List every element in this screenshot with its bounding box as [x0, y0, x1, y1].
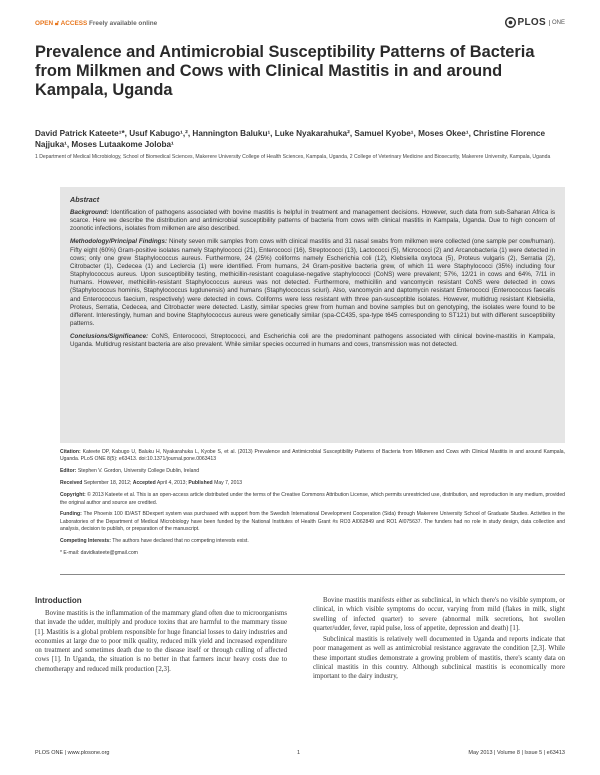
funding-label: Funding:: [60, 511, 82, 518]
conclusions-label: Conclusions/Significance:: [70, 333, 149, 341]
plos-logo-icon: [505, 17, 516, 28]
plos-one-logo: [505, 17, 565, 28]
editor-label: Editor:: [60, 468, 77, 475]
open-access-label: [35, 20, 157, 28]
copyright: [60, 492, 565, 507]
editor: [60, 468, 565, 475]
funding-text: The Phoenix 100 ID/AST BDexpert system was purchased with support from the Swedish International Development Cooperation (Sida) through Makerere University School of Graduate Studies. Activities in the Laboratories of the Department of Medical Microbiology have been funded by the National Institutes of Health Grant #s RO3 AI062849 and RO1 AI075637. The funders had no role in study design, data collection and analysis, decision to publish, or preparation of the manuscript.: [60, 511, 566, 533]
published-label: Published: [188, 480, 213, 487]
editor-text: Stephen V. Gordon, University College Dublin, Ireland: [77, 468, 200, 475]
intro-paragraph: Subclinical mastitis is relatively well documented in Uganda and reports indicate that poor management as well as antimicrobial resistance aggravate the condition [2,3]. While these important studies demonstrate a growing problem of mastitis, there's scanty data on clinical mastitis in this country. Although subclinical mastitis is economically more important to the dairy industry,: [313, 636, 565, 681]
intro-paragraph: Bovine mastitis manifests either as subclinical, in which there's no visible symptom, or clinical, in which visible symptoms do occur, varying from mild (flakes in milk, slight swelling of infected quarter) to severe (abnormal milk secretions, hot swollen quarter/udder, fever, rapid pulse, loss of appetite, depression and death) [1].: [313, 597, 565, 632]
body-column-left: [35, 609, 287, 676]
background-text: Identification of pathogens associated with bovine mastitis is helpful in treatment and management decisions. However, such data from sub-Saharan Africa is scarce. Here we describe the distribution and antimicrobial susceptibility patterns of bacteria from cows with clinical mastitis in Kampala, Uganda. Due to high concern of zoonotic infections, isolates from milkmen are also described.: [70, 209, 555, 233]
abstract-heading: Abstract: [70, 195, 100, 204]
copyright-label: Copyright:: [60, 492, 86, 499]
journal-sub: ONE: [549, 20, 565, 26]
methods-text: Ninety seven milk samples from cows with clinical mastitis and 31 nasal swabs from milkmen were collected (one sample per cow/human). Fifty eight (60%) Gram-positive isolates namely Staphylococci (21), Enterococci (16), Streptococci (13), Lactococci (5), Micrococci (2) and Arcanobacteria (1) were detected in cows; only one grew Staphylococcus aureus. Furthermore, 24 (25%) coliforms namely Escherichia coli (12), Klebsiella oxytoca (5), Proteus vulgaris (2), Serratia (2), Citrobacter (1), Cedecea (1) and Leclercia (1) were identified. From humans, 24 Gram-positive bacteria grew, of which 11 were Staphylococci (35%) including four Staphylococcus aureus. Upon susceptibility testing, methicillin-resistant coagulase-negative staphylococci (CoNS) were prevalent; 57%, 12/21 in cows and 64%, 7/11 in humans. However, methicillin-resistant Staphylococcus aureus was not detected. Furthermore, methicillin and vancomycin resistant CoNS were detected in cows (Staphylococcus hominis, Staphylococcus lugdunensis) and humans (Staphylococcus sciuri). Also, vancomycin and daptomycin resistant Enterococci (Enterococcus faecalis and Enterococcus faecium, respectively) were detected in cows. Coliforms were less resistant with three pan-susceptible isolates. However, multidrug resistant Klebsiella, Proteus, Serratia, Cedecea, and Citrobacter were detected. Lastly, similar species grew from human and bovine samples but on genotyping, the isolates were found to be different. Interestingly, human and bovine Staphylococcus aureus were genetically similar (spa-CC435, spa-type t645 corresponding to ST121) but with different susceptibility patterns.: [70, 238, 555, 328]
citation: [60, 449, 565, 464]
funding: [60, 511, 565, 533]
freely-available-label: Freely available online: [89, 20, 158, 27]
methods-label: Methodology/Principal Findings:: [70, 238, 168, 246]
footer-journal: PLOS ONE | www.plosone.org: [35, 750, 110, 756]
accepted-date: April 4, 2013;: [156, 480, 187, 487]
access-word: ACCESS: [60, 20, 88, 27]
intro-paragraph: Bovine mastitis is the inflammation of the mammary gland often due to microorganisms that invade the udder, multiply and produce toxins that are harmful to the mammary tissue [1]. Mastitis is a global problem responsible for huge financial losses to dairy industries and economies at large due to poor milk quality, reduced milk yield and increased expenditure on treatment and sometimes death due to the disease itself or through culling of affected cows [1]. In Uganda, the situation is no better in that farmers incur heavy costs due to chemotherapy and reduced milk production [2,3].: [35, 610, 287, 673]
article-metadata: [60, 449, 565, 562]
conclusions-text: CoNS, Enterococci, Streptococci, and Escherichia coli are the predominant pathogens associated with clinical bovine-mastitis in Kampala, Uganda. Multidrug resistant bacteria are also prevalent. While similar species occurred in humans and cows, transmission was not detected.: [70, 333, 555, 349]
competing-label: Competing Interests:: [60, 538, 111, 545]
received-date: September 18, 2012;: [83, 480, 132, 487]
competing-text: The authors have declared that no competing interests exist.: [112, 538, 249, 545]
introduction-heading: Introduction: [35, 596, 82, 605]
open-access-word: OPEN: [35, 20, 54, 27]
author-list: David Patrick Kateete¹*, Usuf Kabugo¹,², Hannington Baluku¹, Luke Nyakarahuka², Samuel Kyobe¹, Moses Okee¹, Christine Florence Najjuka¹, Moses Lutaakome Joloba¹: [35, 129, 546, 149]
corresponding-email: * E-mail: davidkateete@gmail.com: [60, 550, 138, 557]
citation-label: Citation:: [60, 449, 81, 455]
received-label: Received: [60, 480, 83, 487]
abstract-methods: [70, 238, 555, 328]
abstract-box: [60, 187, 565, 443]
accepted-label: Accepted: [132, 480, 156, 487]
citation-text: Kateete DP, Kabugo U, Baluku H, Nyakarahuka L, Kyobe S, et al. (2013) Prevalence and Antimicrobial Susceptibility Patterns of Bacteria from Milkmen and Cows with Clinical Mastitis in and around Kampala, Uganda. PLoS ONE 8(5): e63413. doi:10.1371/journal.pone.0063413: [60, 449, 566, 463]
page-number: 1: [297, 750, 301, 756]
competing-interests: [60, 538, 565, 545]
affiliations: 1 Department of Medical Microbiology, School of Biomedical Sciences, Makerere University College of Health Sciences, Kampala, Uganda, 2 College of Veterinary Medicine and Biosecurity, Makerere University, Kampala, Uganda: [35, 154, 551, 160]
dates: [60, 480, 565, 487]
article-title: Prevalence and Antimicrobial Susceptibility Patterns of Bacteria from Milkmen and Cows with Clinical Mastitis in and around Kampala, Uganda: [35, 43, 535, 99]
copyright-text: © 2013 Kateete et al. This is an open-access article distributed under the terms of the Creative Commons Attribution License, which permits unrestricted use, distribution, and reproduction in any medium, provided the original author and source are credited.: [60, 492, 565, 506]
section-divider: [60, 574, 565, 575]
background-label: Background:: [70, 209, 109, 216]
footer-issue: May 2013 | Volume 8 | Issue 5 | e63413: [468, 750, 565, 756]
open-access-lock-icon: 🔓︎: [54, 20, 60, 27]
published-date: May 7, 2013: [214, 480, 243, 487]
journal-name: PLOS: [517, 17, 546, 28]
abstract-conclusions: [70, 333, 555, 349]
body-column-right: [313, 596, 565, 684]
page-header: [35, 18, 565, 34]
abstract-background: [70, 209, 555, 233]
